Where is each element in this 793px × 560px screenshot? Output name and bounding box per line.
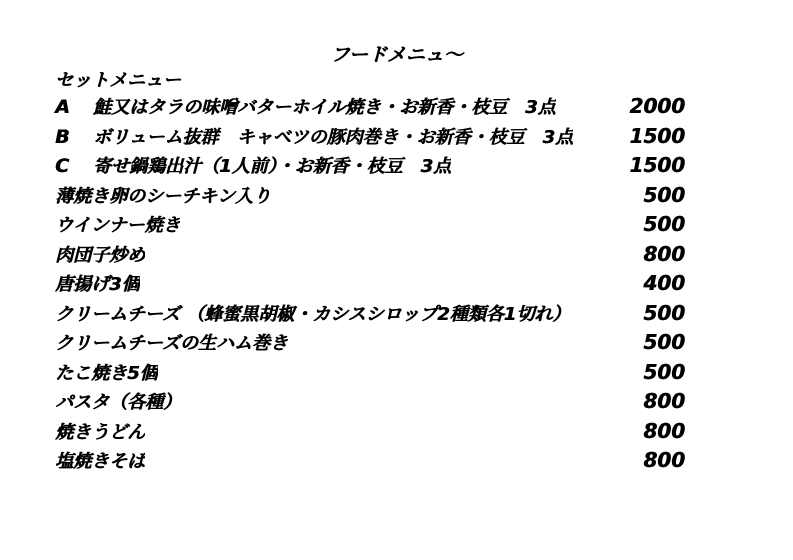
menu-item-price: 800 [643,241,685,266]
menu-item-name: 焼きうどん [55,421,145,443]
section-header-set-menu: セットメニュー [55,70,181,91]
menu-item-name: 塩焼きそば [55,451,145,472]
menu-item-row [55,358,685,388]
menu-item-price: 800 [643,418,685,443]
menu-item-row [55,92,685,122]
menu-item-price: 2000 [629,94,685,118]
menu-item-name: ボリューム抜群 キャベツの豚肉巻き・お新香・枝豆 3点 [93,126,573,148]
menu-item-name: 肉団子炒め [55,244,145,266]
menu-item-row [55,181,685,211]
menu-item-name: たこ焼き5個 [55,362,158,384]
menu-item-row [55,210,685,240]
menu-item-letter: A [55,96,70,118]
menu-item-price: 400 [643,271,685,295]
menu-item-row [55,122,685,152]
menu-item-price: 1500 [629,153,685,177]
menu-item-price: 800 [643,389,685,413]
menu-item-price: 1500 [629,123,685,148]
page-title: フードメニュ～ [330,44,463,66]
menu-item-row [55,269,685,299]
menu-item-row [55,417,685,447]
menu-item-row [55,446,685,476]
menu-item-row [55,240,685,270]
menu-item-name: ウインナー焼き [55,215,181,236]
menu-item-row [55,299,685,329]
menu-item-row [55,387,685,417]
menu-item-row [55,328,685,358]
menu-item-name: 薄焼き卵のシーチキン入り [55,185,271,207]
menu-item-letter: B [55,125,70,148]
menu-item-price: 800 [643,448,685,472]
menu-list [55,70,685,476]
menu-item-name: クリームチーズの生ハム巻き [55,333,288,354]
menu-item-name: 唐揚げ3個 [55,274,140,295]
menu-item-name: 寄せ鍋鶏出汁（1人前）・お新香・枝豆 3点 [93,156,452,177]
menu-item-row [55,151,685,181]
menu-item-price: 500 [643,330,685,354]
menu-item-name: パスタ（各種） [55,392,181,413]
menu-item-price: 500 [643,182,685,207]
menu-item-price: 500 [643,300,685,325]
menu-item-letter: C [55,155,69,177]
menu-item-price: 500 [643,359,685,384]
menu-item-name: クリームチーズ （蜂蜜黒胡椒・カシスシロップ2種類各1切れ） [55,303,571,325]
menu-item-price: 500 [643,212,685,236]
menu-item-name: 鮭又はタラの味噌バターホイル焼き・お新香・枝豆 3点 [93,97,556,118]
